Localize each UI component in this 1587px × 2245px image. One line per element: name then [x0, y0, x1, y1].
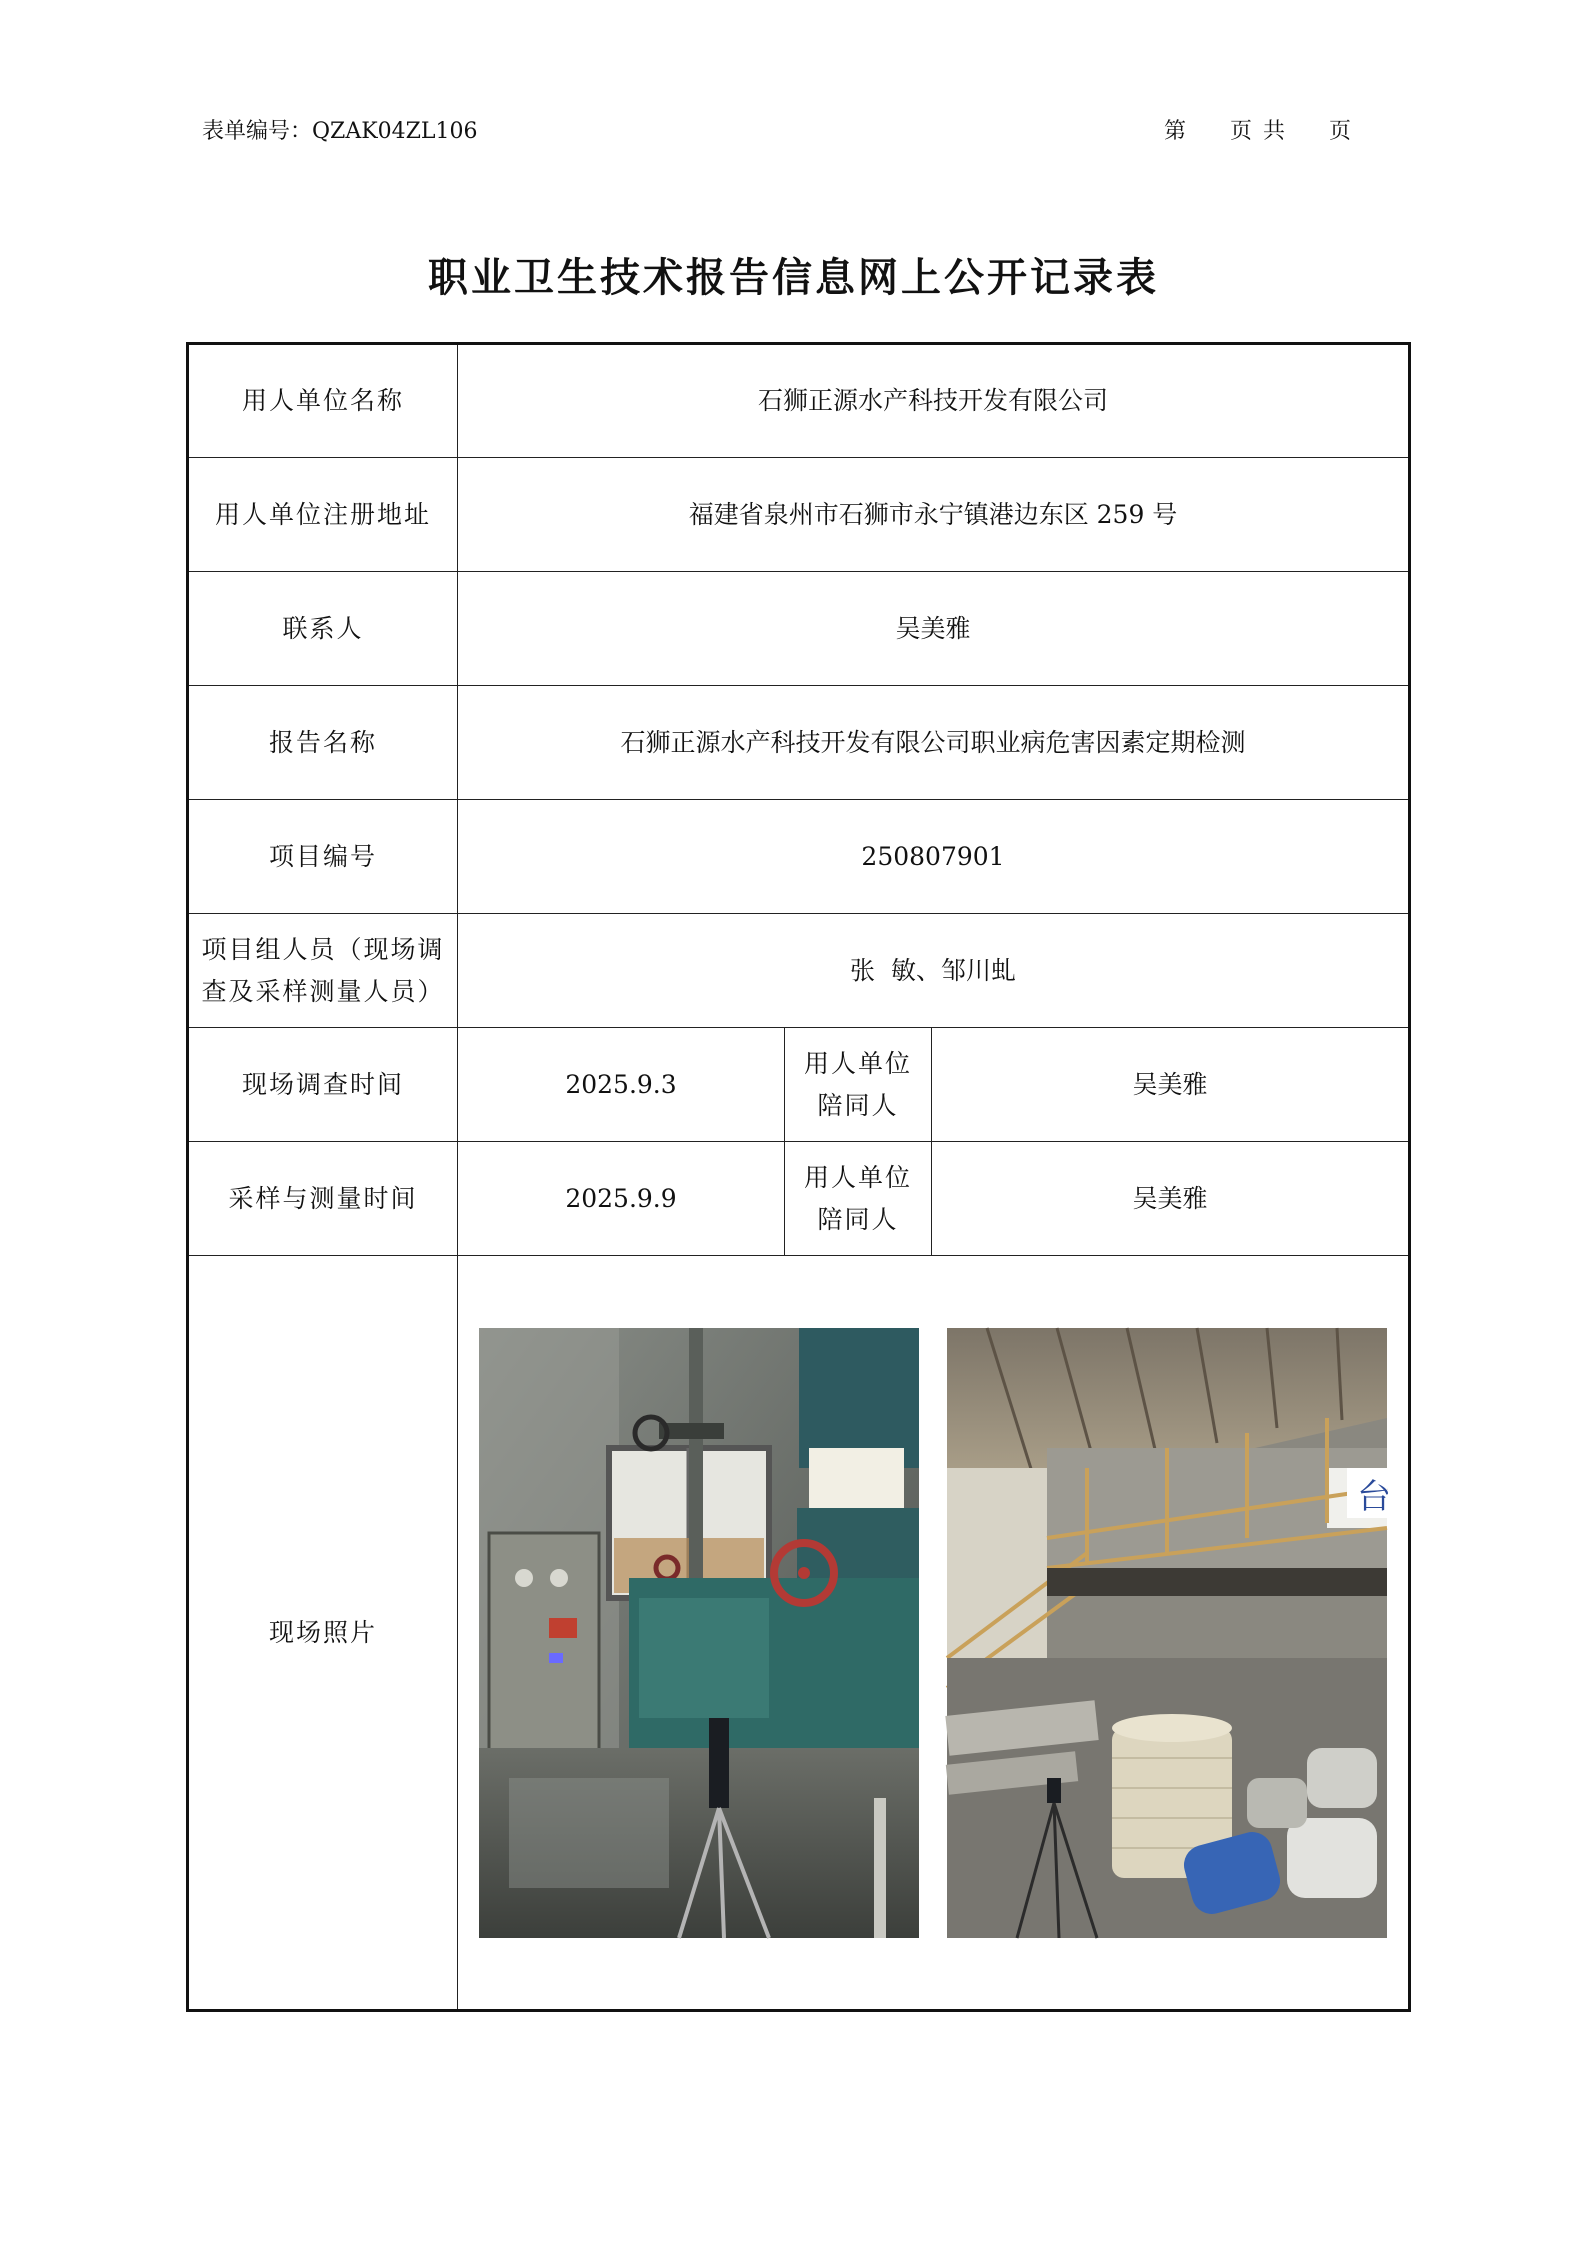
- workshop-image: [947, 1328, 1391, 1938]
- form-number: 表单编号：QZAK04ZL106: [202, 119, 478, 144]
- sampling-accompany-value: 吴美雅: [932, 1142, 1410, 1256]
- project-team-label: [188, 914, 458, 1028]
- employer-address-label: 用人单位注册地址: [188, 458, 458, 572]
- project-team-value: 张 敏、邹川虬: [458, 914, 1410, 1028]
- survey-date-value: 2025.9.3: [458, 1028, 785, 1142]
- survey-accompany-label-line1: 用人单位: [803, 1048, 912, 1078]
- site-photo-compressor-room: [479, 1328, 919, 1938]
- compressor-room-image: [479, 1328, 919, 1938]
- survey-accompany-value: 吴美雅: [932, 1028, 1410, 1142]
- site-photos-label: 现场照片: [188, 1256, 458, 2011]
- warehouse-sign-text: 台: [1357, 1476, 1391, 1517]
- site-photos-cell: [458, 1256, 1410, 2011]
- sampling-accompany-label-line2: 陪同人: [817, 1204, 899, 1234]
- row-survey-time: [188, 1028, 1410, 1142]
- contact-label: 联系人: [188, 572, 458, 686]
- row-employer-name: [188, 344, 1410, 458]
- row-employer-address: [188, 458, 1410, 572]
- report-name-label: 报告名称: [188, 686, 458, 800]
- sampling-accompany-label-line1: 用人单位: [803, 1162, 912, 1192]
- survey-accompany-label: [785, 1028, 932, 1142]
- project-number-value: 250807901: [458, 800, 1410, 914]
- sampling-time-label: 采样与测量时间: [188, 1142, 458, 1256]
- employer-address-value: 福建省泉州市石狮市永宁镇港边东区 259 号: [458, 458, 1410, 572]
- row-project-team: [188, 914, 1410, 1028]
- survey-time-label: 现场调查时间: [188, 1028, 458, 1142]
- document-title: 职业卫生技术报告信息网上公开记录表: [428, 255, 1159, 301]
- row-sampling-time: [188, 1142, 1410, 1256]
- employer-name-value: 石狮正源水产科技开发有限公司: [458, 344, 1410, 458]
- record-table: [186, 342, 1411, 2012]
- employer-name-label: 用人单位名称: [188, 344, 458, 458]
- row-site-photos: [188, 1256, 1410, 2011]
- survey-accompany-label-line2: 陪同人: [817, 1090, 899, 1120]
- contact-value: 吴美雅: [458, 572, 1410, 686]
- row-report-name: [188, 686, 1410, 800]
- sampling-accompany-label: [785, 1142, 932, 1256]
- page-indicator: 第 页 共 页: [1164, 119, 1352, 144]
- project-team-label-line1: 项目组人员（现场调: [201, 934, 445, 964]
- row-contact: [188, 572, 1410, 686]
- project-number-label: 项目编号: [188, 800, 458, 914]
- report-name-value: 石狮正源水产科技开发有限公司职业病危害因素定期检测: [458, 686, 1410, 800]
- project-team-label-line2: 查及采样测量人员）: [201, 976, 445, 1006]
- site-photo-workshop: [947, 1328, 1391, 1938]
- row-project-number: [188, 800, 1410, 914]
- sampling-date-value: 2025.9.9: [458, 1142, 785, 1256]
